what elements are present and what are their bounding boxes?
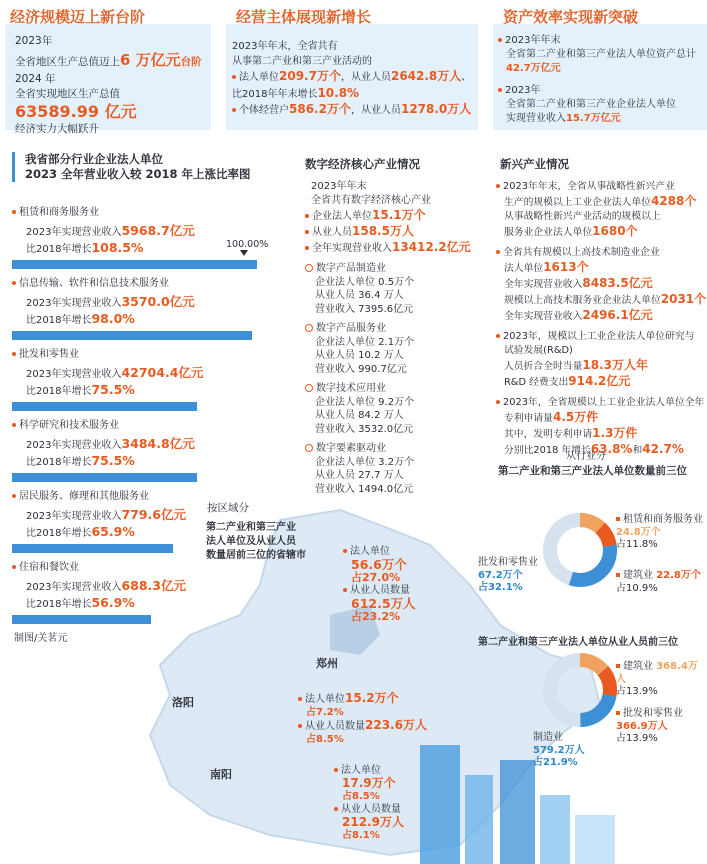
zhengzhou-label: 郑州 [316,657,338,670]
economy-line1-tail: 台阶 [180,56,202,68]
bar-revenue: 42704.4亿元 [121,365,204,380]
map-label: 按区域分 [207,502,249,514]
barchart-title-line1: 我省部分行业企业法人单位 [25,152,163,166]
bar-item: 租赁和商务服务业 2023年实现营业收入5968.7亿元 比2018年增长108.5% [12,205,272,276]
emerging-body: 2023年年末，全省从事战略性新兴产业 生产的规模以上工业企业法人单位4288个 从事战略性新兴产业活动的规模以上 服务业企业法人单位1680个 全省共有规模以上高技术制造业企业 法人单位1613个 全年实现营业收入8483.5亿元 规模以上高技术服务业企业法人单位2031个 全年实现营业收入2496.1亿元 2023年，规模以上工业企业法人单位研究与 试验发展(R&D) 人员折合全时当量18.3万人年 R&D 经费支出914.2亿元 2023年，全省规模以上工业企业法人单位全年 专利申请量4.5万件 其中，发明专利申请1.3万件 分别比2018 年增长63.8%和42.7% [496,180,707,458]
barchart-title-line2: 2023 全年营业收入较 2018 年上涨比率图 [25,167,251,181]
bar-growth: 75.5% [91,453,135,468]
bar-rect [12,402,197,411]
nanyang-label: 南阳 [210,768,232,781]
assets-title: 资产效率实现新突破 [503,8,639,26]
credit: 制图/关茗元 [14,633,68,644]
nanyang-stats: 法人单位 17.9万个 占8.5% 从业人员数量 212.9万人 占8.1% [334,764,404,842]
economy-line3: 经济实力大幅跃升 [15,123,99,135]
bar-revenue: 3484.8亿元 [121,436,195,451]
donut1-title: 第二产业和第三产业法人单位数量前三位 [498,465,687,477]
zhengzhou-stats: 法人单位 56.6万个 占27.0% 从业人员数量 612.5万人 占23.2% [343,545,416,623]
donut2-seg0: 建筑业 368.4万人 占13.9% [616,661,698,697]
bar-growth: 98.0% [91,311,135,326]
bar-label: 住宿和餐饮业 [12,560,272,575]
entities-title: 经营主体展现新增长 [236,8,372,26]
economy-gdp-2024: 63589.99 亿元 [15,102,137,121]
bar-rect [12,260,257,269]
digital-groups [305,262,490,502]
economy-line1: 全省地区生产总值迈上 [15,56,120,68]
bar-revenue: 3570.0亿元 [121,294,195,309]
donut1-seg0: 租赁和商务服务业 24.8万个 占11.8% [616,514,703,550]
bar-label: 租赁和商务服务业 [12,205,272,220]
luoyang-stats: 法人单位15.2万个 占7.2% 从业人员数量223.6万人 占8.5% [298,692,427,746]
bar-growth: 108.5% [91,240,144,255]
bar-item: 信息传输、软件和信息技术服务业 2023年实现营业收入3570.0亿元 比2018年增长98.0% [12,276,272,347]
bar-item: 批发和零售业 2023年实现营业收入42704.4亿元 比2018年增长75.5% [12,347,272,418]
bar-label: 批发和零售业 [12,347,272,362]
bar-rect [12,331,252,340]
bar-label: 科学研究和技术服务业 [12,418,272,433]
donut2-chart [540,650,620,730]
donut1-seg2: 批发和零售业 67.2万个 占32.1% [478,557,538,593]
emerging-title: 新兴产业情况 [500,157,569,171]
donut1-seg1: 建筑业 22.8万个 占10.9% [616,570,701,594]
bar-growth: 75.5% [91,382,135,397]
digital-group: 数字产品制造业 企业法人单位 0.5万个 从业人员 36.4 万人 营业收入 7395.6亿元 [305,262,490,316]
entities-body: 2023年年末，全省共有 从事第二产业和第三产业活动的 法人单位209.7万个，从业人员2642.8万人、 比2018年年末增长10.8% 个体经营户586.2万个，从业人员1278.0万人 [232,41,472,116]
bar-item: 居民服务、修理和其他服务业 2023年实现营业收入779.6亿元 比2018年增长65.9% [12,489,272,560]
map-desc: 第二产业和第三产业 法人单位及从业人员 数量居前三位的省辖市 [206,522,306,561]
digital-title: 数字经济核心产业情况 [305,157,420,171]
bar-item: 科学研究和技术服务业 2023年实现营业收入3484.8亿元 比2018年增长75.5% [12,418,272,489]
economy-gdp-2023: 6 万亿元 [120,51,181,69]
assets-body: 2023年年末 全省第二产业和第三产业法人单位资产总计 42.7万亿元 2023年 全省第二产业和第三产业企业法人单位 实现营业收入15.7万亿元 [498,34,707,126]
donut2-seg1: 批发和零售业 366.9万人 占13.9% [616,708,683,744]
donut1-subtitle: 从行业分 [566,451,606,462]
economy-line2: 全省实现地区生产总值 [15,88,120,100]
bar-rect [12,473,197,482]
barchart-marker-label: 100.00% [226,239,269,250]
donut1-chart [540,510,620,590]
bar-label: 信息传输、软件和信息技术服务业 [12,276,272,291]
economy-body [15,34,211,137]
bar-label: 居民服务、修理和其他服务业 [12,489,272,504]
city-buildings [400,735,630,864]
bar-revenue: 5968.7亿元 [121,223,195,238]
luoyang-label: 洛阳 [172,696,194,709]
bar-revenue: 688.3亿元 [121,578,186,593]
bar-revenue: 779.6亿元 [121,507,186,522]
donut2-seg2: 制造业 579.2万人 占21.9% [533,732,585,768]
digital-body: 2023年年末 全省共有数字经济核心产业 企业法人单位15.1万个 从业人员158.5万人 全年实现营业收入13412.2亿元 [305,180,490,256]
bar-item: 住宿和餐饮业 2023年实现营业收入688.3亿元 比2018年增长56.9% [12,560,272,631]
economy-year-2023: 2023年 [15,35,53,47]
digital-group: 数字要素驱动业 企业法人单位 3.2万个 从业人员 27.7 万人 营业收入 1494.0亿元 [305,442,490,496]
digital-group: 数字技术应用业 企业法人单位 9.2万个 从业人员 84.2 万人 营业收入 3532.0亿元 [305,382,490,436]
bar-growth: 56.9% [91,595,135,610]
donut2-title: 第二产业和第三产业法人单位从业人员前三位 [478,637,678,648]
economy-title: 经济规模迈上新台阶 [10,8,146,26]
bar-growth: 65.9% [91,524,135,539]
economy-year-2024: 2024 年 [15,73,56,85]
digital-group: 数字产品服务业 企业法人单位 2.1万个 从业人员 10.2 万人 营业收入 990.7亿元 [305,322,490,376]
barchart-title [12,152,272,182]
